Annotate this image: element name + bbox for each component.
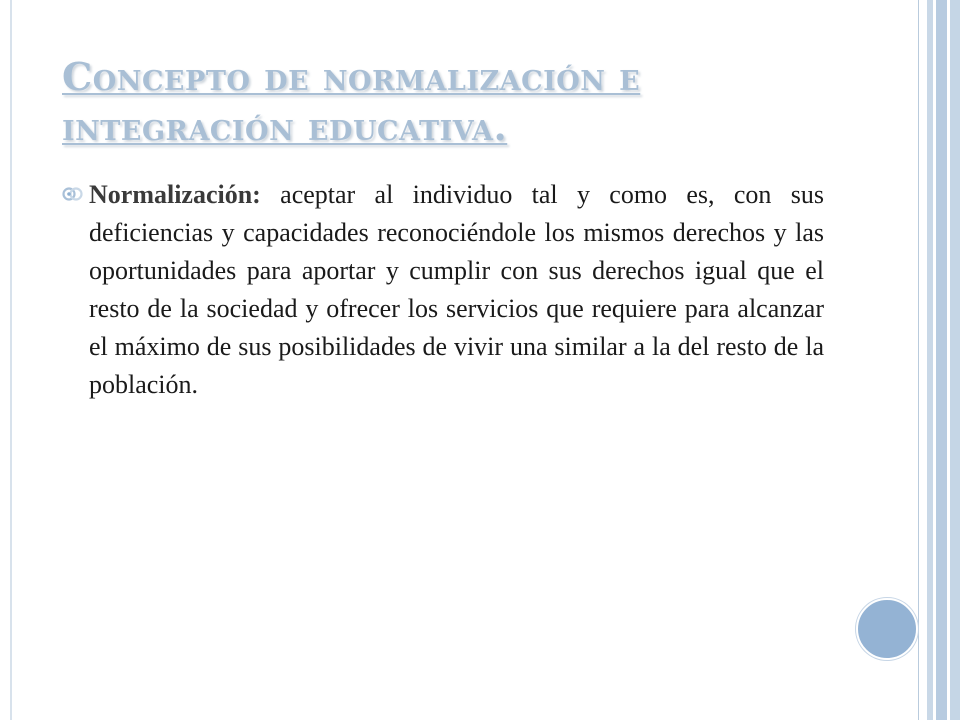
bullet-swirl-icon	[62, 186, 84, 202]
stripe	[918, 0, 927, 720]
stripe	[936, 0, 948, 720]
title-line-1: Concepto de normalización e	[62, 54, 641, 99]
title-line-2: integración educativa.	[62, 104, 508, 149]
bullet-paragraph	[89, 176, 824, 404]
left-frame-line	[0, 0, 12, 720]
bullet-item	[62, 176, 824, 404]
bullet-term: Normalización:	[89, 180, 261, 209]
decorative-stripes	[918, 0, 960, 720]
slide-title	[62, 52, 822, 152]
bullet-body: aceptar al individuo tal y como es, con sus deficiencias y capacidades reconociéndole los mismos derechos y las oportunidades para aportar y cumplir con sus derechos igual que el resto de la sociedad y ofrecer los servicios que requiere para alcanzar el máximo de sus posibilidades de vivir una similar a la del resto de la población.	[89, 180, 824, 399]
decorative-circle	[856, 598, 918, 660]
stripe	[950, 0, 960, 720]
